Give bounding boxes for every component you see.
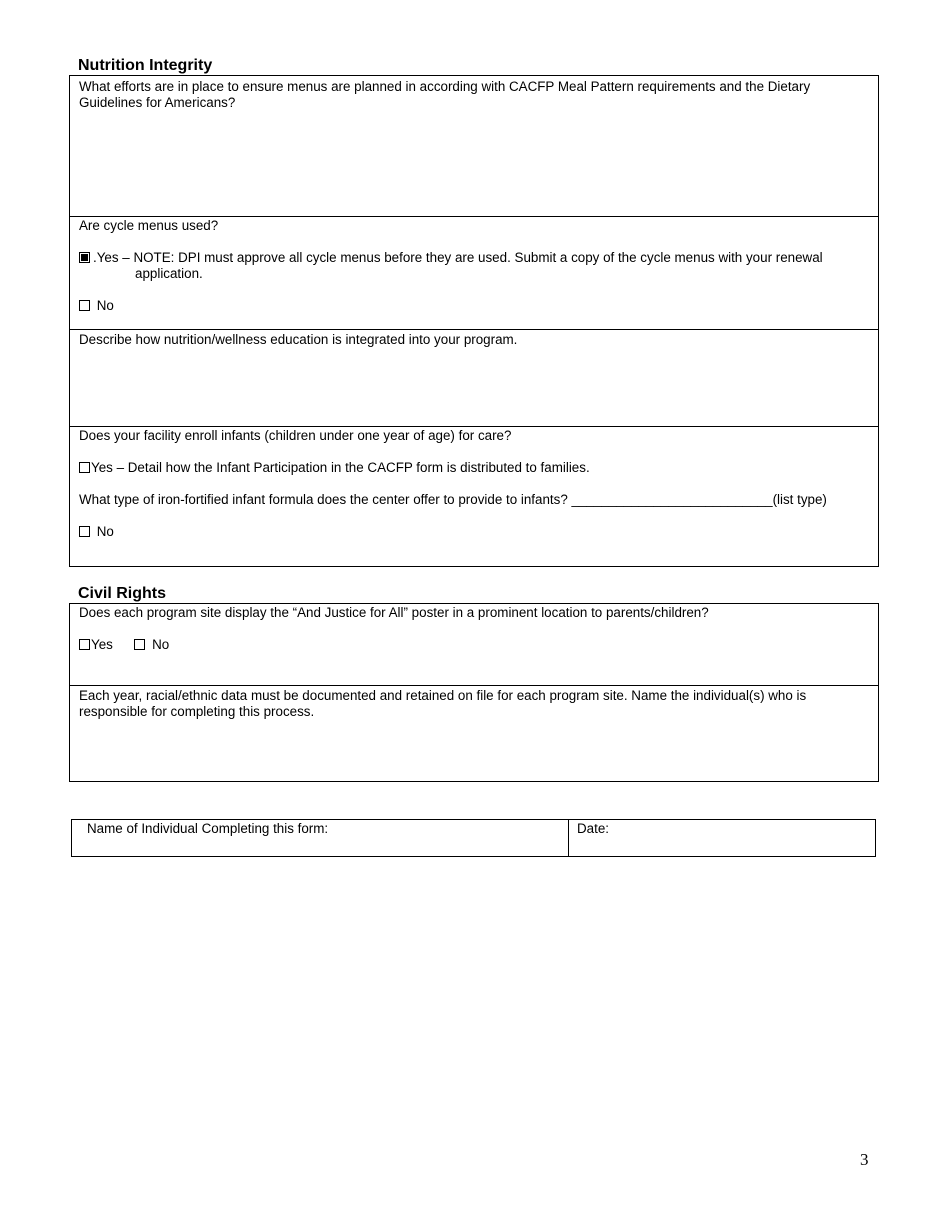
infant-yes-label: Yes – Detail how the Infant Participation in the CACFP form is distributed to families. [91, 460, 590, 475]
infants-cell [70, 427, 878, 566]
page-number: 3 [860, 1150, 869, 1169]
racial-data-question: Each year, racial/ethnic data must be documented and retained on file for each program site. Name the individual(s) who is responsible for completing this process. [79, 688, 807, 719]
name-label: Name of Individual Completing this form: [87, 821, 329, 836]
education-question: Describe how nutrition/wellness education is integrated into your program. [79, 332, 518, 347]
formula-question[interactable]: What type of iron-fortified infant formula does the center offer to provide to infants? ___________________________(list type) [79, 492, 827, 507]
infant-no-label: No [96, 524, 114, 539]
cycle-no-label: No [96, 298, 114, 313]
date-label: Date: [577, 821, 610, 836]
poster-yes-checkbox[interactable] [79, 639, 90, 650]
cycle-yes-label-cont: application. [135, 266, 203, 281]
civil-rights-table [69, 603, 879, 782]
nutrition-table [69, 75, 879, 567]
infant-yes-option[interactable] [79, 460, 869, 476]
education-cell[interactable] [70, 330, 878, 427]
signature-table [71, 819, 876, 857]
poster-cell [70, 604, 878, 686]
nutrition-heading: Nutrition Integrity [78, 57, 213, 74]
cycle-menus-cell [70, 217, 878, 330]
infant-no-option[interactable] [79, 524, 869, 540]
cycle-yes-label: .Yes – NOTE: DPI must approve all cycle menus before they are used. Submit a copy of the cycle menus with your renewal [93, 250, 823, 265]
civil-rights-heading: Civil Rights [78, 585, 167, 602]
poster-no-checkbox[interactable] [134, 639, 145, 650]
poster-yes-option[interactable] [79, 637, 113, 652]
racial-data-cell[interactable] [70, 686, 878, 781]
poster-no-label: No [152, 637, 170, 652]
name-field[interactable] [72, 820, 569, 856]
cycle-yes-checkbox[interactable] [79, 252, 90, 263]
poster-yes-label: Yes [91, 637, 113, 652]
cycle-menus-question: Are cycle menus used? [79, 218, 219, 233]
menus-question-cell[interactable] [70, 76, 878, 217]
cycle-no-checkbox[interactable] [79, 300, 90, 311]
cycle-no-option[interactable] [79, 298, 869, 314]
poster-question: Does each program site display the “And Justice for All” poster in a prominent location to parents/children? [79, 605, 709, 620]
cycle-yes-option[interactable] [79, 250, 869, 266]
infants-question: Does your facility enroll infants (children under one year of age) for care? [79, 428, 512, 443]
infant-no-checkbox[interactable] [79, 526, 90, 537]
poster-no-option[interactable] [134, 637, 169, 652]
menus-question: What efforts are in place to ensure menus are planned in according with CACFP Meal Pattern requirements and the Dietary Guidelines for Americans? [79, 79, 811, 110]
date-field[interactable] [569, 820, 875, 856]
infant-yes-checkbox[interactable] [79, 462, 90, 473]
poster-options [79, 637, 869, 653]
